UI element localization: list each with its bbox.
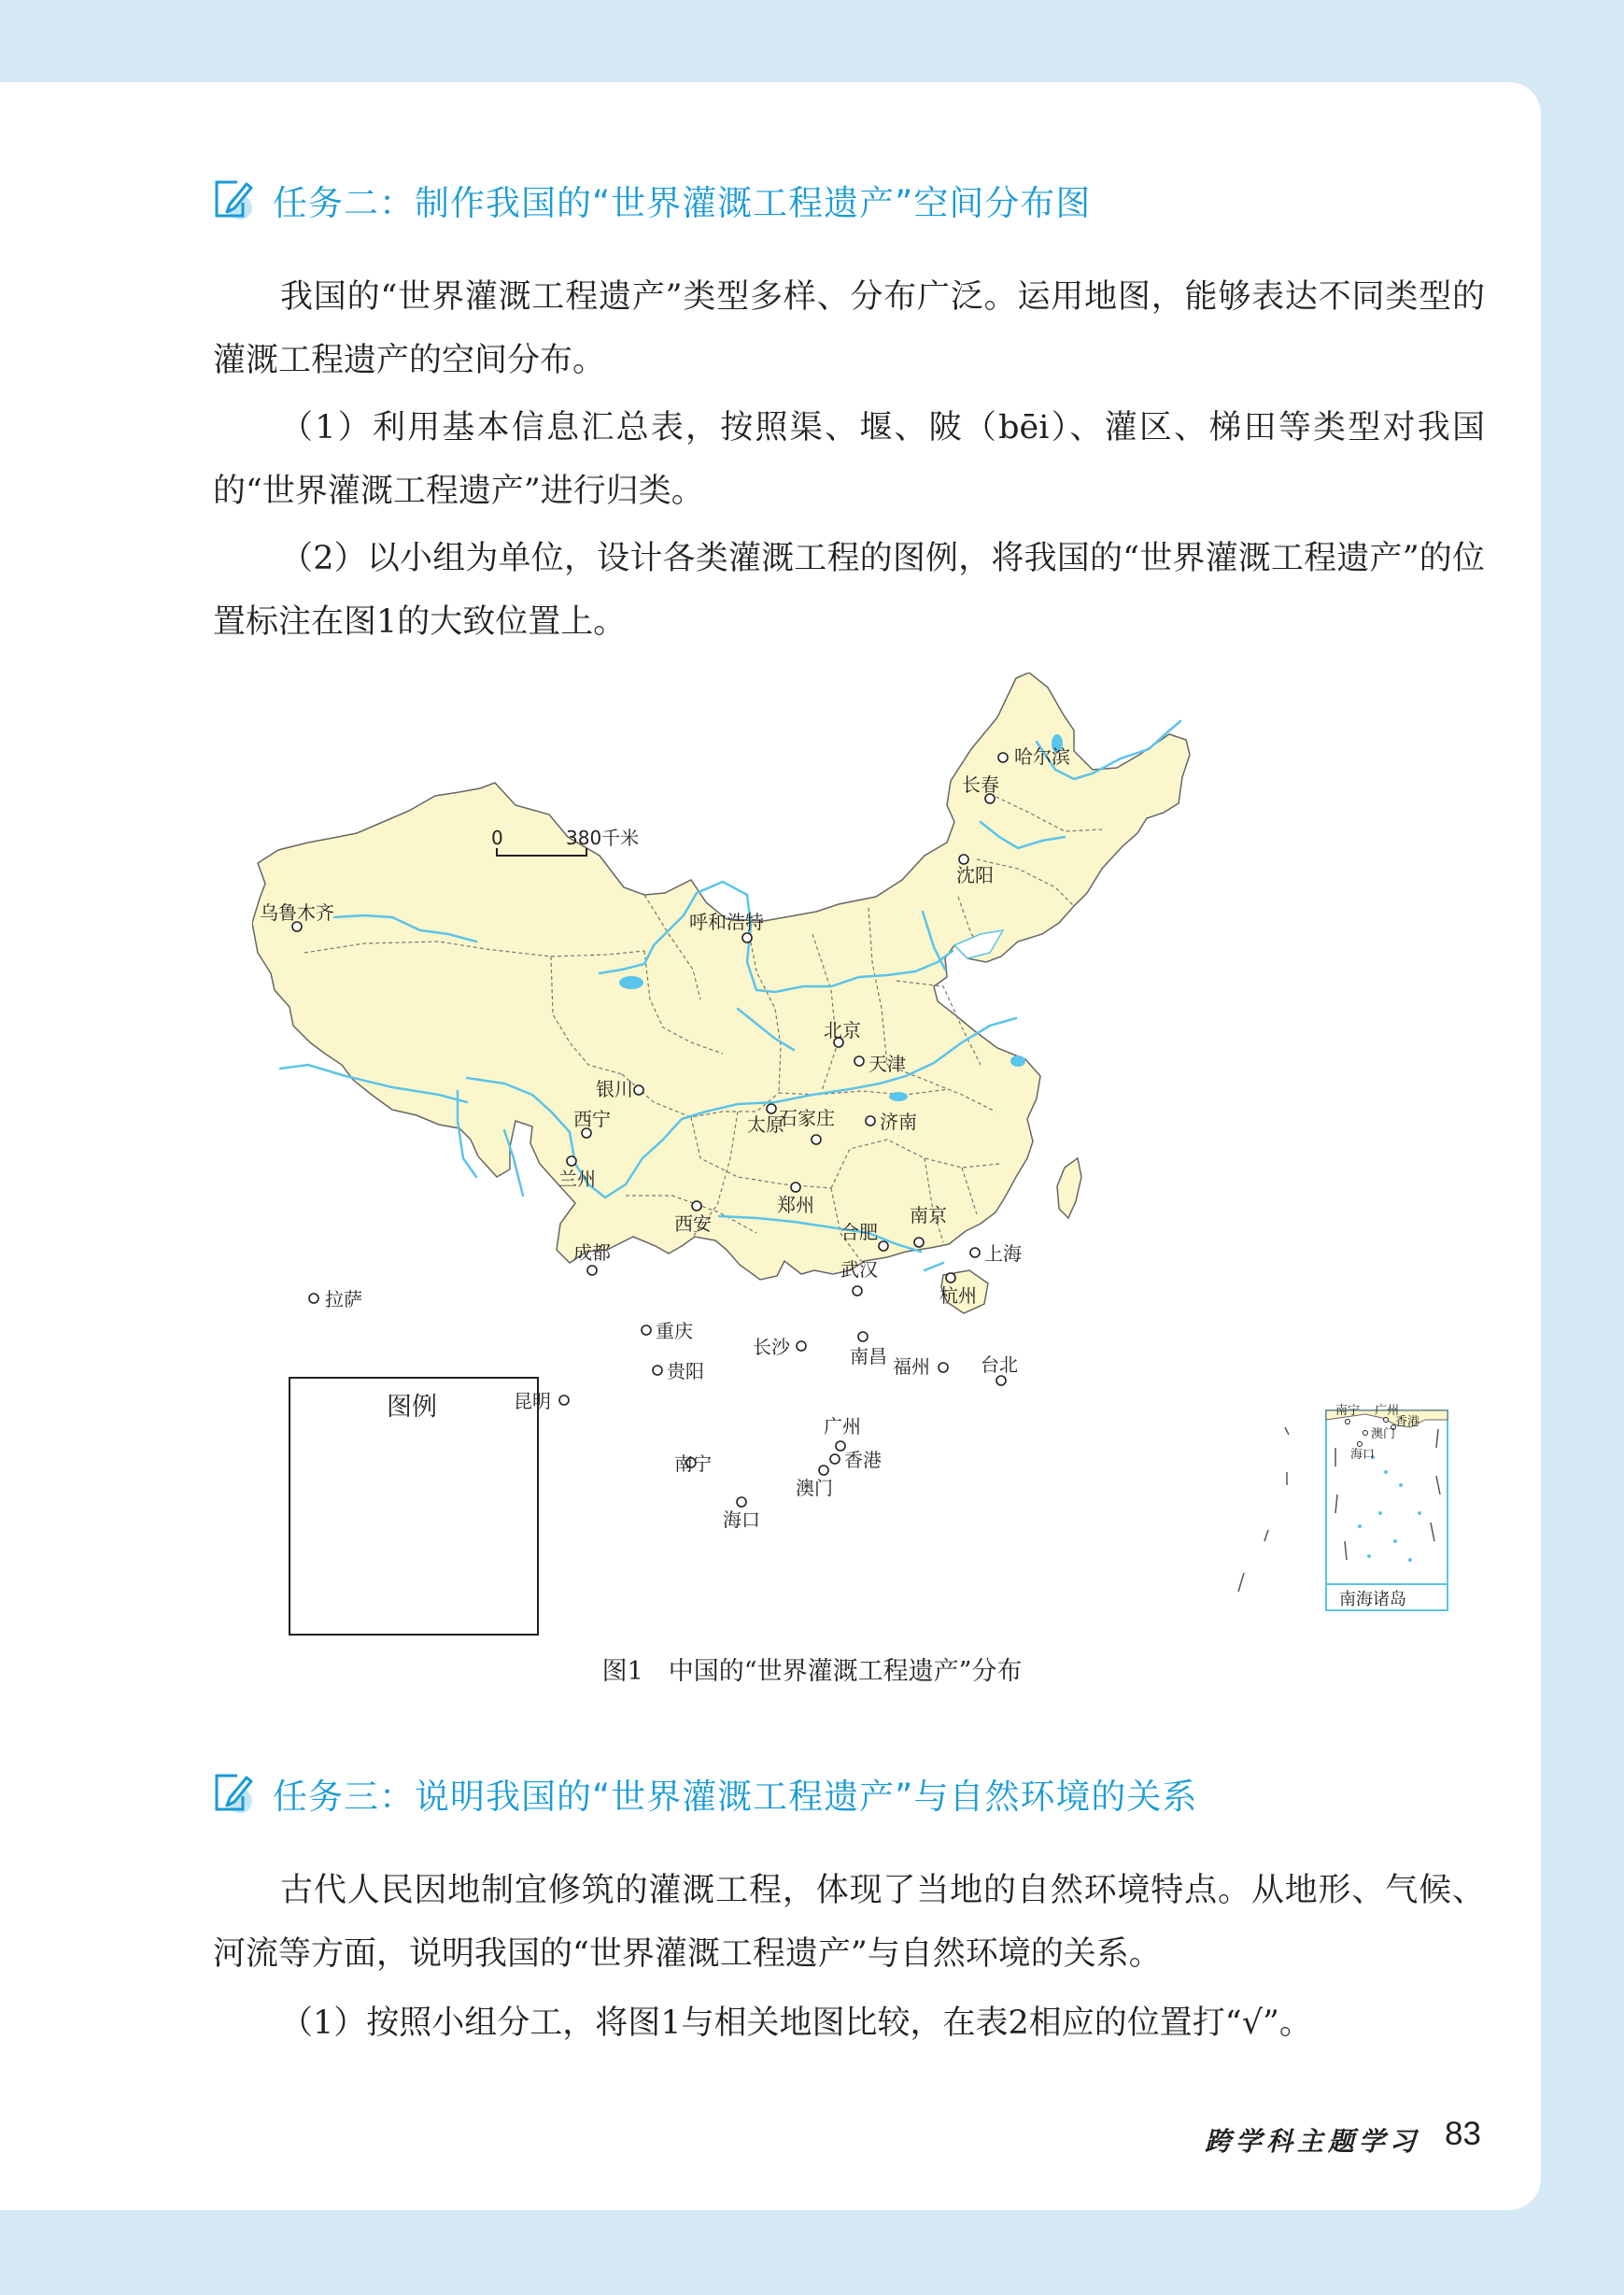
city-marker-fuzhou — [939, 1363, 948, 1372]
scale-distance-label: 380千米 — [566, 827, 640, 849]
city-label-shenyang: 沈阳 — [956, 864, 994, 886]
task2-intro: 我国的“世界灌溉工程遗产”类型多样、分布广泛。运用地图，能够表达不同类型的灌溉工程遗产的空间分布。 — [213, 278, 1485, 379]
city-label-guangzhou: 广州 — [824, 1415, 861, 1438]
city-marker-taiyuan — [767, 1104, 776, 1113]
china-map — [252, 673, 1466, 1644]
task3-heading — [211, 1768, 1197, 1819]
inset-city-hongkong-label: 香港 — [1395, 1415, 1420, 1429]
city-label-lanzhou: 兰州 — [558, 1168, 596, 1190]
inset-city-macao-label: 澳门 — [1371, 1427, 1396, 1441]
pencil-note-icon — [211, 178, 254, 221]
task2-heading-text: 任务二：制作我国的“世界灌溉工程遗产”空间分布图 — [273, 183, 1092, 223]
pencil-note-icon — [211, 1772, 254, 1815]
city-label-guiyang: 贵阳 — [667, 1360, 704, 1382]
city-marker-zhengzhou — [791, 1183, 800, 1192]
city-label-taiyuan: 太原 — [747, 1113, 784, 1136]
legend-title: 图例 — [387, 1393, 437, 1422]
city-marker-chengdu — [587, 1266, 597, 1275]
city-label-harbin: 哈尔滨 — [1014, 745, 1070, 768]
scale-zero-label: 0 — [491, 827, 503, 849]
city-label-haikou: 海口 — [723, 1509, 760, 1531]
task3-intro: 古代人民因地制宜修筑的灌溉工程，体现了当地的自然环境特点。从地形、气候、河流等方面，说明我国的“世界灌溉工程遗产”与自然环境的关系。 — [213, 1872, 1485, 1973]
city-label-shanghai: 上海 — [984, 1242, 1022, 1265]
taihu-lake — [1010, 1055, 1025, 1067]
city-marker-kunming — [559, 1395, 569, 1405]
city-label-hefei: 合肥 — [840, 1221, 878, 1243]
city-marker-macao — [819, 1466, 828, 1475]
city-marker-chongqing — [642, 1325, 651, 1335]
city-label-nanjing: 南京 — [910, 1204, 947, 1226]
city-label-changchun: 长春 — [962, 773, 999, 796]
city-label-jinan: 济南 — [880, 1111, 917, 1133]
city-label-lhasa: 拉萨 — [325, 1288, 362, 1310]
city-label-changsha: 长沙 — [753, 1336, 790, 1358]
south-china-sea-inset — [1326, 1403, 1447, 1610]
city-marker-hohhot — [742, 933, 752, 942]
city-label-hongkong: 香港 — [844, 1449, 882, 1471]
task2-heading — [211, 175, 1091, 225]
city-label-wuhan: 武汉 — [840, 1258, 878, 1281]
china-map-figure — [252, 673, 1466, 1644]
city-marker-shenyang — [959, 855, 968, 864]
city-marker-hefei — [879, 1241, 888, 1251]
city-marker-haikou — [737, 1497, 746, 1507]
city-marker-yinchuan — [634, 1085, 643, 1095]
city-marker-shanghai — [970, 1248, 980, 1257]
city-marker-hangzhou — [946, 1273, 955, 1282]
city-marker-changsha — [797, 1341, 806, 1351]
task3-heading-text: 任务三：说明我国的“世界灌溉工程遗产”与自然环境的关系 — [273, 1777, 1198, 1817]
city-marker-nanjing — [914, 1238, 924, 1247]
city-label-urumqi: 乌鲁木齐 — [260, 901, 334, 924]
footer-section-title: 跨学科主题学习 — [1205, 2126, 1421, 2157]
city-label-nanchang: 南昌 — [850, 1345, 887, 1367]
task2-step2: （2）以小组为单位，设计各类灌溉工程的图例，将我国的“世界灌溉工程遗产”的位置标注在图1的大致位置上。 — [213, 540, 1485, 641]
city-label-hohhot: 呼和浩特 — [689, 911, 764, 933]
city-marker-harbin — [998, 753, 1008, 762]
city-marker-guiyang — [653, 1366, 662, 1375]
inset-title: 南海诸岛 — [1339, 1590, 1406, 1609]
task2-step1: （1）利用基本信息汇总表，按照渠、堰、陂（bēi）、灌区、梯田等类型对我国的“世界灌溉工程遗产”进行归类。 — [213, 409, 1485, 510]
inset-city-haikou-label: 海口 — [1350, 1448, 1376, 1462]
city-label-xian: 西安 — [674, 1212, 712, 1235]
city-label-beijing: 北京 — [824, 1019, 861, 1041]
figure-caption: 图1 中国的“世界灌溉工程遗产”分布 — [601, 1657, 1023, 1686]
city-label-yinchuan: 银川 — [596, 1078, 633, 1100]
city-label-kunming: 昆明 — [514, 1390, 551, 1412]
city-label-hangzhou: 杭州 — [939, 1284, 977, 1307]
task3-step1: （1）按照小组分工，将图1与相关地图比较，在表2相应的位置打“√”。 — [280, 2005, 1312, 2042]
city-marker-taipei — [996, 1376, 1006, 1385]
sea-boundary-marks — [1238, 1427, 1289, 1592]
city-marker-wuhan — [853, 1286, 862, 1296]
city-label-xining: 西宁 — [573, 1108, 611, 1130]
city-marker-lhasa — [309, 1294, 318, 1303]
city-label-macao: 澳门 — [796, 1477, 833, 1499]
city-marker-xian — [692, 1201, 701, 1211]
city-marker-tianjin — [854, 1056, 864, 1066]
city-label-taipei: 台北 — [981, 1353, 1018, 1376]
taiwan-island — [1057, 1158, 1081, 1218]
city-marker-nanchang — [858, 1332, 868, 1341]
page-number: 83 — [1445, 2116, 1481, 2152]
city-label-tianjin: 天津 — [868, 1053, 906, 1075]
inset-city-guangzhou-label: 广州 — [1375, 1404, 1400, 1418]
city-label-zhengzhou: 郑州 — [777, 1194, 814, 1216]
city-marker-lanzhou — [567, 1156, 576, 1166]
city-marker-hongkong — [830, 1454, 840, 1464]
dongting-lake — [889, 1092, 908, 1101]
qinghai-lake — [619, 976, 643, 989]
city-label-shijiazhuang: 石家庄 — [779, 1107, 835, 1129]
city-label-nanning: 南宁 — [674, 1452, 712, 1475]
city-marker-jinan — [866, 1116, 875, 1126]
city-label-fuzhou: 福州 — [893, 1355, 930, 1378]
city-label-chongqing: 重庆 — [656, 1320, 693, 1342]
city-label-chengdu: 成都 — [573, 1241, 611, 1264]
city-marker-shijiazhuang — [812, 1135, 821, 1144]
inset-city-nanning-label: 南宁 — [1335, 1404, 1361, 1418]
